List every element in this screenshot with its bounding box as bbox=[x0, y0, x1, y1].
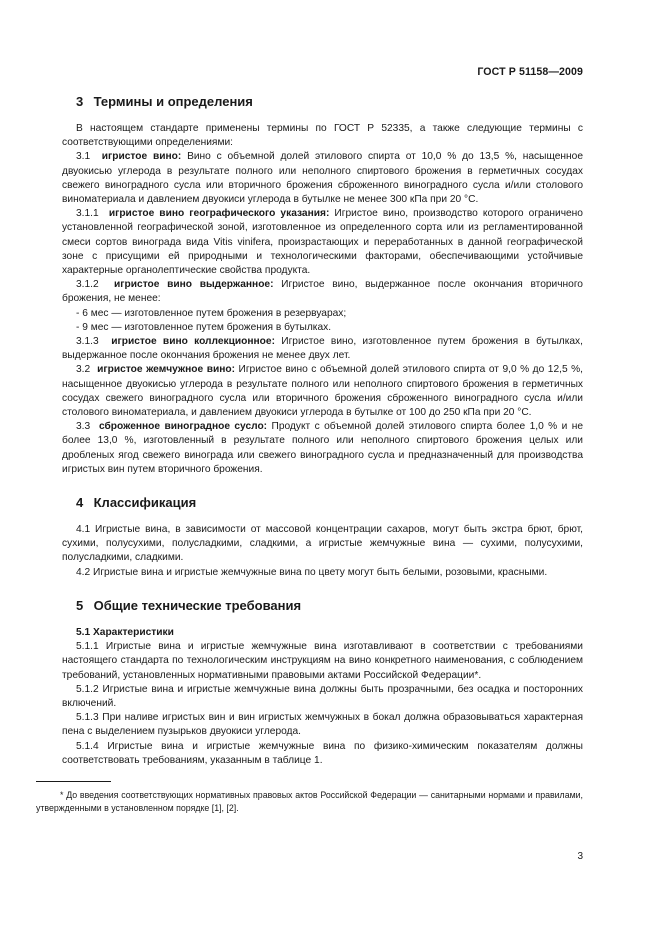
term-name: игристое вино географического указания: bbox=[108, 208, 330, 220]
term-3-3: 3.3 сброженное виноградное сусло: Продукт с объемной долей этилового спирта более 1,0 % и не более 13,0 %, изготовленный в результате полного или неполного спиртового брожения целых или дробленых ягод свежего винограда или свежего виноградного сусла и предназначенный для производства игристых вин путем вторичного брожения. bbox=[62, 421, 583, 475]
section-number: 4 bbox=[76, 495, 84, 511]
term-definition: Игристое вино с объемной долей этилового спирта от 9,0 % до 12,5 %, насыщенное двуокисью углерода в результате полного или неполного спиртового брожения в герметичных сосудах свежего виноградного сусла или вторичного брожения сброженного виноградного сусла и/или столового виноматериала, и давлением двуокиси углерода в бутылке от 100 до 250 кПа при 20 °С. bbox=[62, 364, 583, 419]
section-3-intro: В настоящем стандарте применены термины по ГОСТ Р 52335, а также следующие термины с соответствующими определениями: bbox=[62, 123, 583, 149]
page-number: 3 bbox=[577, 851, 583, 862]
footnote: * До введения соответствующих нормативных правовых актов Российской Федерации — санитарными нормами и правилами, утвержденными в установленном порядке [1], [2]. bbox=[36, 790, 583, 813]
section-number: 5 bbox=[76, 597, 84, 613]
term-3-1-3: 3.1.3 игристое вино коллекционное: Игристое вино, изготовленное путем брожения в бутылках, выдержанное после окончания брожения не менее двух лет. bbox=[62, 336, 583, 362]
footnote-divider bbox=[36, 781, 111, 782]
term-3-1-2: 3.1.2 игристое вино выдержанное: Игристое вино, выдержанное после окончания вторичного брожения, не менее: bbox=[62, 279, 583, 305]
paragraph-4-2: 4.2 Игристые вина и игристые жемчужные вина по цвету могут быть белыми, розовыми, красными. bbox=[76, 566, 548, 578]
paragraph-5-1-1: 5.1.1 Игристые вина и игристые жемчужные вина изготавливают в соответствии с требованиями настоящего стандарта по технологическим инструкциям на вино конкретного наименования, с соблюдением требований, установленных нормативными правовыми актами Российской Федерации*. bbox=[62, 641, 583, 681]
section-3-heading bbox=[62, 94, 583, 110]
term-name: игристое вино: bbox=[101, 151, 182, 163]
document-code: ГОСТ Р 51158—2009 bbox=[477, 66, 583, 78]
term-name: игристое вино коллекционное: bbox=[111, 336, 275, 348]
subsection-5-1-heading: 5.1 Характеристики bbox=[76, 626, 174, 638]
section-number: 3 bbox=[76, 94, 84, 109]
paragraph-4-1: 4.1 Игристые вина, в зависимости от массовой концентрации сахаров, могут быть экстра брют, брют, сухими, полусухими, полусладкими, сладкими, а игристые жемчужные вина — сухими, полусухими, полусладкими, сладкими. bbox=[62, 524, 583, 564]
term-3-1-1: 3.1.1 игристое вино географического указания: Игристое вино, производство которого ограничено установленной географической зоной, изготовленное из определенного сорта или из регламентированной смеси сортов винограда вида Vitis vinifera, произрастающих и переработанных в данной географической зоне с присущими ей природными и технологическими факторами, обеспечивающими устойчивые характерные органолептические свойства продукта. bbox=[62, 208, 583, 277]
list-item: - 9 мес — изготовленное путем брожения в бутылках. bbox=[76, 321, 332, 333]
term-name: сброженное виноградное сусло: bbox=[98, 421, 268, 433]
term-3-2: 3.2 игристое жемчужное вино: Игристое вино с объемной долей этилового спирта от 9,0 % до 12,5 %, насыщенное двуокисью углерода в результате полного или неполного спиртового брожения в герметичных сосудах свежего виноградного сусла или вторичного брожения сброженного виноградного сусла и/или столового виноматериала, и давлением двуокиси углерода в бутылке от 100 до 250 кПа при 20 °С. bbox=[62, 364, 583, 419]
term-definition: Игристое вино, выдержанное после окончания вторичного брожения, не менее: bbox=[62, 279, 583, 305]
paragraph-5-1-3: 5.1.3 При наливе игристых вин и вин игристых жемчужных в бокал должна образовываться характерная пена с выделением пузырьков двуокиси углерода. bbox=[62, 712, 583, 738]
term-definition: Игристое вино, изготовленное путем брожения в бутылках, выдержанное после окончания брожения не менее двух лет. bbox=[62, 336, 583, 362]
section-5-heading bbox=[62, 598, 583, 614]
paragraph-5-1-2: 5.1.2 Игристые вина и игристые жемчужные вина должны быть прозрачными, без осадка и посторонних включений. bbox=[62, 683, 583, 709]
term-3-1: 3.1 игристое вино: Вино с объемной долей этилового спирта от 10,0 % до 13,5 %, насыщенное двуокисью углерода в результате полного или неполного спиртового брожения в герметичных сосудах свежего виноградного сусла или вторичного брожения сброженного виноградного сусла и/или столового виноматериала и давлением двуокиси углерода в бутылке не менее 300 кПа при 20 °С. bbox=[62, 151, 583, 206]
term-name: игристое жемчужное вино: bbox=[97, 364, 235, 376]
paragraph-5-1-4: 5.1.4 Игристые вина и игристые жемчужные вина по физико-химическим показателям должны соответствовать требованиям, указанным в таблице 1. bbox=[62, 740, 583, 766]
term-name: игристое вино выдержанное: bbox=[114, 279, 274, 291]
term-definition: Продукт с объемной долей этилового спирта более 1,0 % и не более 13,0 %, изготовленный в результате полного или неполного спиртового брожения целых или дробленых ягод свежего винограда или свежего виноградного сусла и предназначенный для производства игристых вин путем вторичного брожения. bbox=[62, 421, 583, 475]
section-title: Термины и определения bbox=[93, 94, 253, 109]
term-definition: Вино с объемной долей этилового спирта от 10,0 % до 13,5 %, насыщенное двуокисью углерода в результате полного или неполного спиртового брожения в герметичных сосудах свежего виноградного сусла или вторичного брожения сброженного виноградного сусла и/или столового виноматериала и давлением двуокиси углерода в бутылке не менее 300 кПа при 20 °С. bbox=[62, 151, 583, 206]
list-item: - 6 мес — изготовленное путем брожения в резервуарах; bbox=[76, 307, 347, 319]
section-4-heading bbox=[62, 495, 583, 511]
term-definition: Игристое вино, производство которого ограничено установленной географической зоной, изготовленное из определенного сорта или из регламентированной смеси сортов винограда вида Vitis vinifera, произрастающих и переработанных в данной географической зоне с присущими ей природными и технологическими факторами, обеспечивающими устойчивые характерные органолептические свойства продукта. bbox=[62, 208, 583, 277]
section-title: Классификация bbox=[93, 495, 197, 511]
section-title: Общие технические требования bbox=[93, 597, 302, 613]
